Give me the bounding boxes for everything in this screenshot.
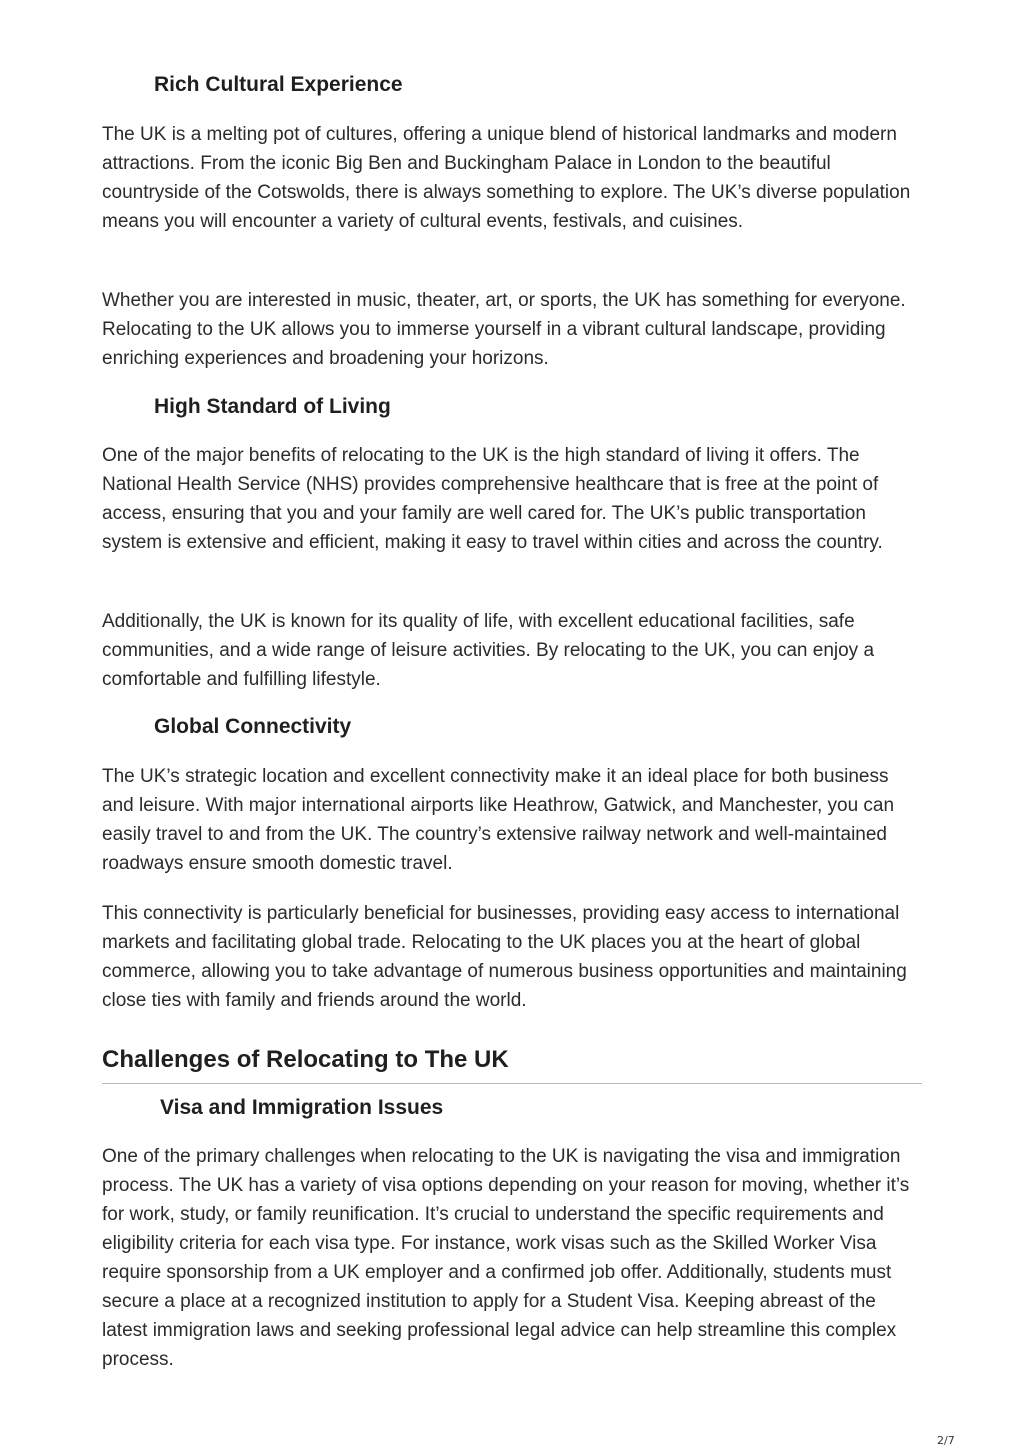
paragraph-rich-cultural-2: Whether you are interested in music, theater, art, or sports, the UK has something for everyone. Relocating to the UK allows you to immerse yourself in a vibrant cultural landscape, providing enriching experiences and broadening your horizons. — [102, 290, 906, 369]
paragraph-high-standard-2: Additionally, the UK is known for its quality of life, with excellent educational facilities, safe communities, and a wide range of leisure activities. By relocating to the UK, you can enjoy a comfortable and fulfilling lifestyle. — [102, 611, 875, 690]
paragraph-global-connectivity-1: The UK’s strategic location and excellent connectivity make it an ideal place for both business and leisure. With major international airports like Heathrow, Gatwick, and Manchester, you can easily travel to and from the UK. The country’s extensive railway network and well-maintained roadways ensure smooth domestic travel. — [102, 766, 895, 874]
heading-rich-cultural-experience: Rich Cultural Experience — [154, 73, 403, 96]
heading-visa-and-immigration: Visa and Immigration Issues — [160, 1096, 444, 1119]
heading-high-standard-of-living: High Standard of Living — [154, 395, 391, 418]
heading-global-connectivity: Global Connectivity — [154, 715, 352, 738]
paragraph-high-standard-1: One of the major benefits of relocating to the UK is the high standard of living it offers. The National Health Service (NHS) provides comprehensive healthcare that is free at the point of access, ensuring that you and your family are well cared for. The UK’s public transportation system is extensive and efficient, making it easy to travel within cities and across the country. — [102, 445, 883, 553]
paragraph-global-connectivity-2: This connectivity is particularly beneficial for businesses, providing easy access to international markets and facilitating global trade. Relocating to the UK places you at the heart of global commerce, allowing you to take advantage of numerous business opportunities and maintaining close ties with family and friends around the world. — [102, 903, 907, 1011]
paragraph-rich-cultural-1: The UK is a melting pot of cultures, offering a unique blend of historical landmarks and modern attractions. From the iconic Big Ben and Buckingham Palace in London to the beautiful countryside of the Cotswolds, there is always something to explore. The UK’s diverse population means you will encounter a variety of cultural events, festivals, and cuisines. — [102, 124, 911, 232]
page-number: 2/7 — [937, 1434, 955, 1447]
paragraph-visa-1: One of the primary challenges when relocating to the UK is navigating the visa and immigration process. The UK has a variety of visa options depending on your reason for moving, whether it’s for work, study, or family reunification. It’s crucial to understand the specific requirements and eligibility criteria for each visa type. For instance, work visas such as the Skilled Worker Visa require sponsorship from a UK employer and a confirmed job offer. Additionally, students must secure a place at a recognized institution to apply for a Student Visa. Keeping abreast of the latest immigration laws and seeking professional legal advice can help streamline this complex process. — [102, 1146, 910, 1370]
heading-challenges-of-relocating: Challenges of Relocating to The UK — [102, 1045, 922, 1084]
